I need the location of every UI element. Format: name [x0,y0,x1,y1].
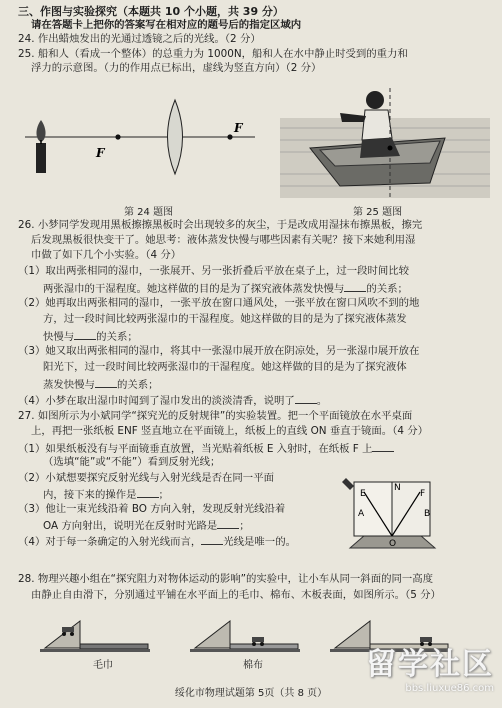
q26-line2: 后发现黑板很快变干了。她思考：液体蒸发快慢与哪些因素有关呢？接下来她利用湿 [31,234,416,246]
towel-surface [80,644,148,649]
watermark-url: bbs.liuxue86.com [405,683,494,694]
section-title: 三、作图与实验探究（本题共 10 个小题，共 39 分） [18,5,284,18]
watermark [366,639,494,694]
q27-sub3-line1: （3）他让一束光线沿着 BO 方向入射，发现反射光线沿着 [18,503,286,515]
section-instruction: 请在答题卡上把你的答案写在相对应的题号后的指定区域内 [31,19,302,31]
q27-reflection-figure [340,470,445,555]
page-footer: 绥化市物理试题第 5页（共 8 页） [174,688,328,699]
q25-line2: 浮力的示意图。（力的作用点已标出，虚线为竖直方向）（2 分） [31,62,322,74]
q28-figure-cotton [190,613,300,658]
q25-line1: 25. 船和人（看成一个整体）的总重力为 1000N，船和人在水中静止时受到的重力和 [18,48,408,60]
focal-point-right [227,134,232,139]
label-b: B [424,509,431,519]
label-a: A [358,509,365,519]
q25-boat-figure [280,78,490,203]
label-o: O [389,539,397,549]
label-n: N [394,483,401,493]
q26-sub2-line3: 快慢与 的关系； [43,331,138,343]
q27-sub2-line2: 内，接下来的操作是 ； [43,489,169,501]
q27-sub4: （4）对于每一条确定的入射光线而言， 光线是唯一的。 [18,536,296,548]
q27-sub2-line1: （2）小斌想要探究反射光线与入射光线是否在同一平面 [18,472,274,484]
cotton-surface [230,644,298,649]
answer-blank[interactable] [217,518,239,529]
q25-caption: 第 25 题图 [353,207,403,218]
answer-blank[interactable] [344,281,366,292]
q27-line2: 上，再把一张纸板 ENF 竖直地立在平面镜上，纸板上的直线 ON 垂直于镜面。（4 分） [31,425,429,437]
q26-sub2-line1: （2）她再取出两张相同的湿巾，一张平放在窗口通风处，一张平放在窗口风吹不到的地 [18,297,420,309]
q28-line1: 28. 物理兴趣小组在“探究阻力对物体运动的影响”的实验中，让小车从同一斜面的同一高度 [18,573,434,585]
answer-blank[interactable] [74,329,96,340]
answer-blank[interactable] [95,377,117,388]
watermark-logo: 留学社区 [366,647,494,682]
q26-sub1-line2: 两张湿巾的干湿程度。她这样做的目的是为了探究液体蒸发快慢与 的关系； [43,283,408,295]
force-application-point [388,146,393,151]
answer-blank[interactable] [201,534,223,545]
q26-sub3-line2: 阳光下，过一段时间比较两张湿巾的干湿程度。她这样做的目的是为了探究液体 [43,361,407,373]
laser-pen-icon [342,478,354,490]
q27-line1: 27. 如图所示为小斌同学“探究光的反射规律”的实验装置。把一个平面镜放在水平桌面 [18,410,413,422]
label-e: E [360,489,366,499]
q26-sub1-line1: （1）取出两张相同的湿巾，一张展开、另一张折叠后平放在桌子上，过一段时间比较 [18,265,410,277]
q27-sub1-line2: （选填“能”或“不能”）看到反射光线； [43,456,221,468]
label-f: F [420,489,426,499]
q28-figure-towel [40,613,150,658]
q27-sub3-line2: OA 方向射出，说明光在反射时光路是 ； [43,520,250,532]
q26-sub3-line3: 蒸发快慢与 的关系； [43,379,159,391]
q24-lens-figure [20,90,260,190]
focal-label-right: F [234,121,243,135]
surface-label-towel: 毛巾 [93,660,113,671]
q26-sub3-line1: （3）她又取出两张相同的湿巾，将其中一张湿巾展开放在阴凉处，另一张湿巾展开放在 [18,345,420,357]
answer-blank[interactable] [295,393,317,404]
focal-label-left: F [96,146,105,160]
q28-line2: 由静止自由滑下，分别通过平铺在水平面上的毛巾、棉布、木板表面，如图所示。（5 分） [31,589,441,601]
surface-label-cotton: 棉布 [243,660,263,671]
convex-lens-icon [168,100,183,174]
q24-text: 24. 作出蜡烛发出的光通过透镜之后的光线。（2 分） [18,33,261,45]
q26-sub4: （4）小梦在取出湿巾时闻到了湿巾发出的淡淡清香，说明了 。 [18,395,328,407]
answer-blank[interactable] [137,487,159,498]
q24-caption: 第 24 题图 [124,207,174,218]
incline [195,621,230,648]
answer-blank[interactable] [372,441,394,452]
q26-line1: 26. 小梦同学发现用黑板擦擦黑板时会出现较多的灰尘，于是改成用湿抹布擦黑板，擦完 [18,219,423,231]
q26-line3: 巾做了如下几个小实验。（4 分） [31,249,182,261]
incline [335,621,370,648]
candle-icon [36,120,46,173]
q26-sub2-line2: 方，过一段时间比较两张湿巾的干湿程度。她这样做的目的是为了探究液体蒸发 [43,313,407,325]
q27-sub1-line1: （1）如果纸板没有与平面镜垂直放置，当光贴着纸板 E 入射时，在纸板 F 上 [18,441,394,456]
focal-point-left [115,134,120,139]
